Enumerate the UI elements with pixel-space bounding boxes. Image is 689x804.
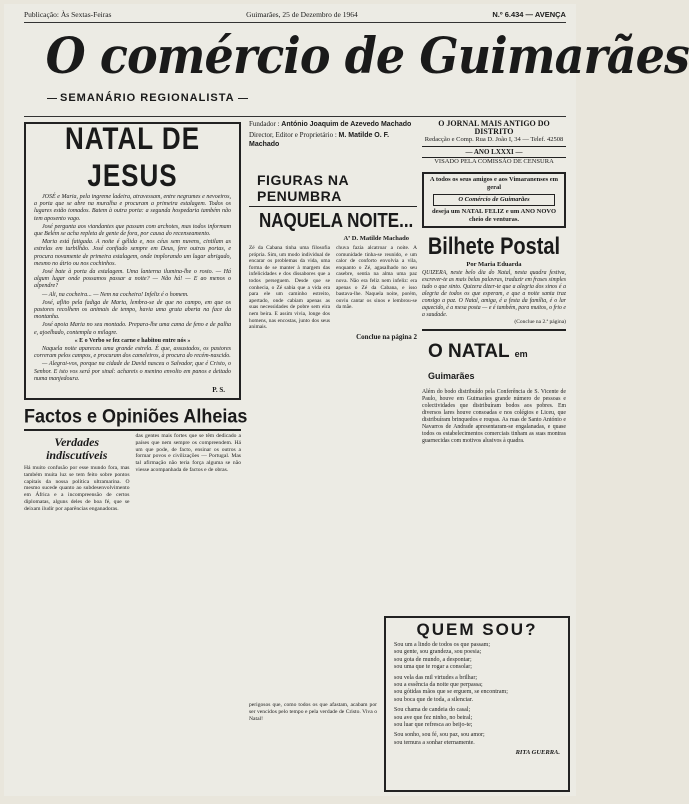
natal-de-jesus-article <box>24 122 241 400</box>
poem-line: Sou sonho, sou fé, sou paz, sou amor; <box>394 732 485 739</box>
factos-subtitle: Verdades indiscutíveis <box>46 435 108 463</box>
credits-box: Fundador : António Joaquim de Azevedo Machado Director, Editor e Proprietário : M. Matilde O. F. Machado <box>249 120 412 148</box>
bilhete-body: QUIZERA, neste belo dia do Natal, nesta quadra festiva, escrever-te as mais belas palavras, traduzir em frases simples tudo o que sinto. Quizera dizer-te que a alegria dos sinos é a alegria de todos os que esperam, e que a noite santa traz consigo a paz. O Natal, amiga, é a festa da família, é o lar aquecido, é a mesa posta — e é também, para muitos, o frio e a saudade. <box>422 270 566 318</box>
quem-sou-box <box>384 616 570 792</box>
publication-schedule: Publicação: Às Sextas-Feiras <box>24 10 112 19</box>
factos-body: Verdades indiscutíveis Há muito confusão por esse mundo fora, mas também muita luz se tem feito sobre pontos capitais da nossa política ultramarina. O mesmo sucede quanto ao subdesenvolvimento em África e a incompreensão de certos diplomatas, alguns deles de boa fé, que se deixam iludir por aparências enganadoras. das gentes mais fortes que se têm dedicado a países que nem sempre os compreendem. Há um que pode, de facto, ensinar os outros a formar povos e civilizações — Portugal. Mas tal afirmação não teria força alguma se não viesse acompanhada de factos e de obras. <box>24 433 241 512</box>
o-natal-body: Além do bodo distribuído pela Conferência de S. Vicente de Paulo, houve em Guimarães grande número de pessoas e colectividades que distribuíram bodos aos pobres. Em diversos lares houve consoadas e nos colégios e Liceu, que distribuíram brinquedos e roupas. As ruas de Santo António e Navarros de Andrade apresentaram-se engalanadas, e quase todos os estabelecimentos comerciais tinham as suas montras guarnecidas com motivos alusivos à quadra. <box>422 389 566 444</box>
story-author: Aª D. Matilde Machado <box>343 235 409 242</box>
poem-line: sou boca que de toda, a silenciar. <box>394 696 473 703</box>
quem-sou-title: QUEM SOU? <box>416 620 538 639</box>
poem-line: sou ternura a sonhar eternamente. <box>394 739 475 746</box>
o-natal-heading: O NATAL em Guimarães <box>428 341 528 381</box>
bilhete-postal-title: Bilhete Postal <box>427 233 561 261</box>
newspaper-subtitle: SEMANÁRIO REGIONALISTA <box>44 92 251 104</box>
poem-line: sou a essência da noite que perpassa; <box>394 682 483 689</box>
poem-line: Sou um a lindo de todos os que passam; <box>394 642 490 648</box>
poem-signature: RITA GUERRA. <box>515 749 560 757</box>
quem-sou-poem <box>386 640 568 749</box>
masthead <box>24 22 689 106</box>
greeting-box: A todos os seus amigos e aos Vimaranenses em geral O Comércio de Guimarães deseja um NATAL FELIZ e um ANO NOVO cheio de venturas. <box>422 172 566 228</box>
continued-note: Conclue na página 2 <box>356 332 417 341</box>
masthead-right-info: O JORNAL MAIS ANTIGO DO DISTRITO Redacção e Comp. Rua D. João I, 34 — Telef. 42508 — ANO LXXXI — VISADO PELA COMISSÃO DE CENSURA <box>422 120 566 166</box>
right-column: A todos os seus amigos e aos Vimaranenses em geral O Comércio de Guimarães deseja um NATAL FELIZ e um ANO NOVO cheio de venturas. Bilhete Postal Por Maria Eduarda QUIZERA, neste belo dia do Natal, nesta quadra festiva, escrever-te as mais belas palavras, traduzir em frases simples tudo o que sinto. Quizera dizer-te que a alegria dos sinos é a alegria de todos os que esperam, e que a noite santa traz consigo a paz. O Natal, amiga, é a festa da família, é o lar aquecido, é a mesa posta — e é também, para muitos, o frio e a saudade. (Conclue na 2.ª página) O NATAL em Guimarães Além do bodo distribuído pela Conferência de S. Vicente de Paulo, houve em Guimarães grande número de pessoas e colectividades que distribuíram bodos aos pobres. Em diversos lares houve consoadas e nos colégios e Liceu, que distribuíram brinquedos e roupas. As ruas de Santo António e Navarros de Andrade apresentaram-se engalanadas, e quase todos os estabelecimentos comerciais tinham as suas montras guarnecidas com motivos alusivos à quadra. <box>422 172 566 445</box>
poem-line: sou vela das mil virtudes a brilhar; <box>394 674 477 681</box>
article-signature: P. S. <box>212 386 225 395</box>
newspaper-page <box>4 4 689 796</box>
article-body: JOSÉ e Maria, pela ingreme ladeira, atravessam, entre negrumes e nevoeiros, a porta que se abre na muralha e procuram a primeira estalagem. Todos os lugares estão tomados. Batem à outra porta: a segunda hospedaria também não tem aposento vago. José pergunta aos viandantes que passam com archotes, mas todos informam que Belém se acha repleta de gente de fora, por causa do recenseamento. Maria está fatigada. A noite é gélida e, nos céus sem nuvens, cintilam as estrelas em turbilhão. José confiado sempre em Deus, fere outras portas, e procura novamente de primeira estalagem, onde implorando um lugar abrigado, mesmo no átrio ou nos cochinhos. José bate à porta da estalagem. Uma lanterna ilumina-lhe o rosto. — Há algum lugar onde possamos passar a noite? — Não há! — E ao menos o alpendre? — Ali, na cocheira... — Nem na cocheira! Infeliz é o homem. José, aflito pela fadiga de Maria, lembra-se de que no campo, em que os pastores recolhem os animais de tempo, havia uma gruta aberta na face da montanha. José apoia Maria no seu montado. Prepara-lhe uma cama de feno e de palha e, ajoelhado, contempla o milagre. « E o Verbo se fez carne e habitou entre nós » Naquela noite apareceu uma grande estrela. É que, assustados, os pastores correram pelos campos, e procuram dos cameleiros, à procura do recém-nascido. — Alegrai-vos, porque na cidade de David nasceu o Salvador, que é Cristo, o Senhor. E isto vos será por sinal: achareis o menino envolto em panos e deitado numa manjedoura. <box>34 194 231 382</box>
poem-line: sou gótidas mãos que se erguem, se encontram; <box>394 689 508 696</box>
story-title: NAQUELA NOITE... <box>259 209 414 232</box>
factos-heading: Factos e Opiniões Alheias <box>24 405 248 428</box>
issue-number: N.º 6.434 — AVENÇA <box>492 10 566 19</box>
left-column <box>24 120 248 513</box>
middle-column <box>249 172 417 341</box>
poem-line: sou uma que te rogar a consolar; <box>394 664 472 671</box>
issue-date: Guimarães, 25 de Dezembro de 1964 <box>246 10 358 19</box>
section-kicker: FIGURAS NA PENUMBRA <box>257 172 349 204</box>
poem-line: sou ave que fez ninho, no beiral; <box>394 714 473 721</box>
story-body: Zé da Cabana tinha uma filosofia própria. Sim, um modo individual de encarar os problemas da vida, uma forma de se manter à margem das infelicidades e dos dissabores que a todos perseguem. Desde que se conhecia, o Zé sabia que a vida era para ele um caminho estreito, apertado, onde cabiam apenas as suas necessidades de pobre sem eira nem beira. E assim vivia, longe dos homens, nas encostas, junto dos seus animais. chuva fazia alcatroar a noite. A comunidade tinha-se reunido, e um calor de conforto envolvia a vila, enquanto o Zé, agasalhado no seu casebre, sentia na alma uma paz nova. Não era feliz nem infeliz: era apenas o Zé da Cabana, e isso bastava-lhe. Naquela noite, porém, ouviu cantar os sinos e lembrou-se da mãe. <box>249 245 417 331</box>
poem-line: Sou chama de candeia do casal; <box>394 707 471 714</box>
poem-line: sou gota de mundo, a despontar; <box>394 656 472 663</box>
volume-year: — ANO LXXXI — <box>422 146 566 158</box>
article-title: NATAL DE JESUS <box>64 120 201 194</box>
bilhete-author: Por Maria Eduarda <box>466 261 522 268</box>
bottom-middle-text: perigosos que, como todos os que afastam, acabam por ser vencidos pelo tempo e pela verdade de Cristo. Viva o Natal! <box>249 702 377 722</box>
poem-line: sou luar que refresca ao beijo-te; <box>394 722 473 729</box>
poem-line: sou gente, sou grandeza, sou poesia; <box>394 649 482 656</box>
newspaper-title: O comércio de Guimarães <box>45 26 689 85</box>
